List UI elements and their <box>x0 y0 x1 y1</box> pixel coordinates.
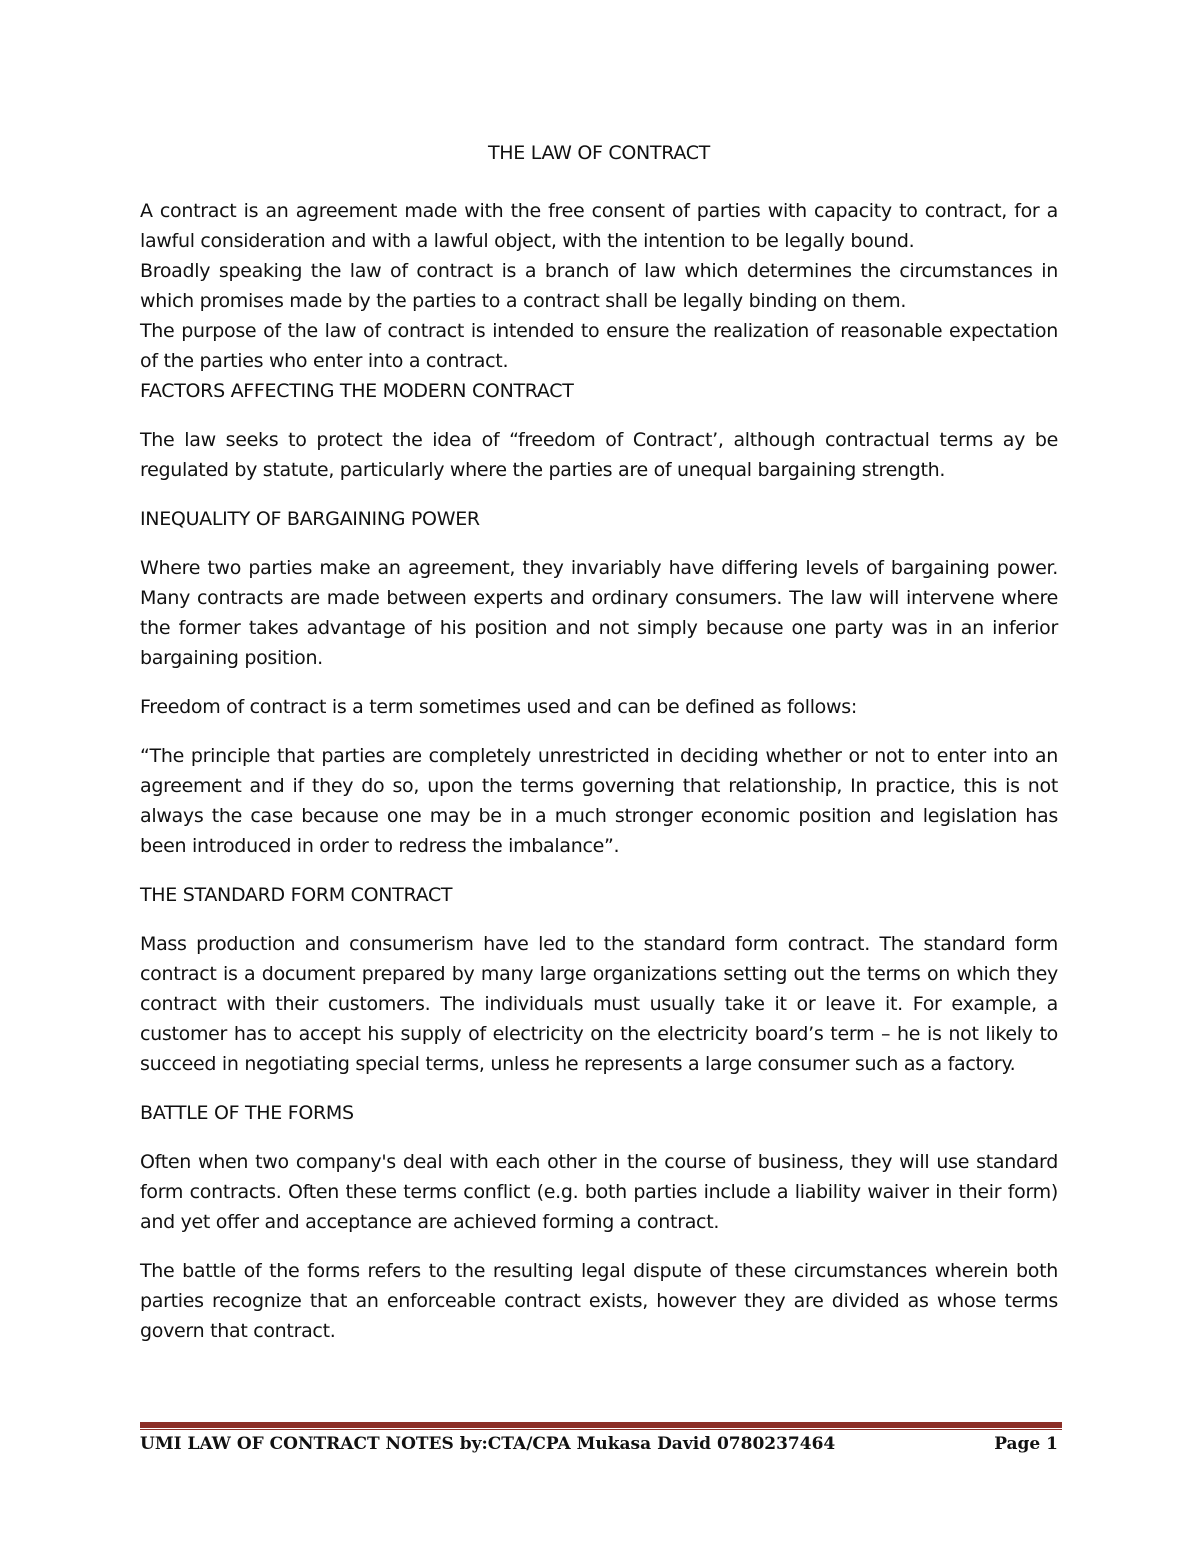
section-paragraph: Freedom of contract is a term sometimes used and can be defined as follows: <box>140 696 857 718</box>
intro-paragraph-3: The purpose of the law of contract is intended to ensure the realization of reasonable expectation of the parties who enter into a contract. <box>140 320 1058 372</box>
intro-paragraph-2: Broadly speaking the law of contract is a branch of law which determines the circumstances in which promises made by the parties to a contract shall be legally binding on them. <box>140 260 1058 312</box>
page-footer <box>140 1434 1058 1460</box>
section-paragraph: Mass production and consumerism have led to the standard form contract. The standard form contract is a document prepared by many large organizations setting out the terms on which they contract with their customers. The individuals must usually take it or leave it. For example, a customer has to accept his supply of electricity on the electricity board’s term – he is not likely to succeed in negotiating special terms, unless he represents a large consumer such as a factory. <box>140 933 1058 1075</box>
section-heading-inequality: INEQUALITY OF BARGAINING POWER <box>140 508 480 530</box>
document-title: THE LAW OF CONTRACT <box>488 142 710 164</box>
document-body <box>140 138 1058 1346</box>
section-paragraph: “The principle that parties are completely unrestricted in deciding whether or not to enter into an agreement and if they do so, upon the terms governing that relationship, In practice, this is not always the case because one may be in a much stronger economic position and legislation has been introduced in order to redress the imbalance”. <box>140 745 1058 857</box>
page-number: Page 1 <box>994 1434 1058 1454</box>
section-paragraph: Where two parties make an agreement, they invariably have differing levels of bargaining power. Many contracts are made between experts and ordinary consumers. The law will intervene where the former takes advantage of his position and not simply because one party was in an inferior bargaining position. <box>140 557 1058 669</box>
footer-author-text: UMI LAW OF CONTRACT NOTES by:CTA/CPA Mukasa David 0780237464 <box>140 1434 836 1454</box>
section-paragraph: The law seeks to protect the idea of “freedom of Contract’, although contractual terms ay be regulated by statute, particularly where the parties are of unequal bargaining strength. <box>140 429 1058 481</box>
footer-divider-thin <box>140 1429 1062 1430</box>
section-heading-battle-of-forms: BATTLE OF THE FORMS <box>140 1102 354 1124</box>
section-heading-standard-form: THE STANDARD FORM CONTRACT <box>140 884 453 906</box>
section-paragraph: Often when two company's deal with each other in the course of business, they will use standard form contracts. Often these terms conflict (e.g. both parties include a liability waiver in their form) and yet offer and acceptance are achieved forming a contract. <box>140 1151 1058 1233</box>
section-heading-factors: FACTORS AFFECTING THE MODERN CONTRACT <box>140 380 574 402</box>
footer-divider <box>140 1422 1062 1428</box>
intro-paragraph-1: A contract is an agreement made with the free consent of parties with capacity to contract, for a lawful consideration and with a lawful object, with the intention to be legally bound. <box>140 200 1058 252</box>
section-paragraph: The battle of the forms refers to the resulting legal dispute of these circumstances wherein both parties recognize that an enforceable contract exists, however they are divided as whose terms govern that contract. <box>140 1260 1058 1342</box>
